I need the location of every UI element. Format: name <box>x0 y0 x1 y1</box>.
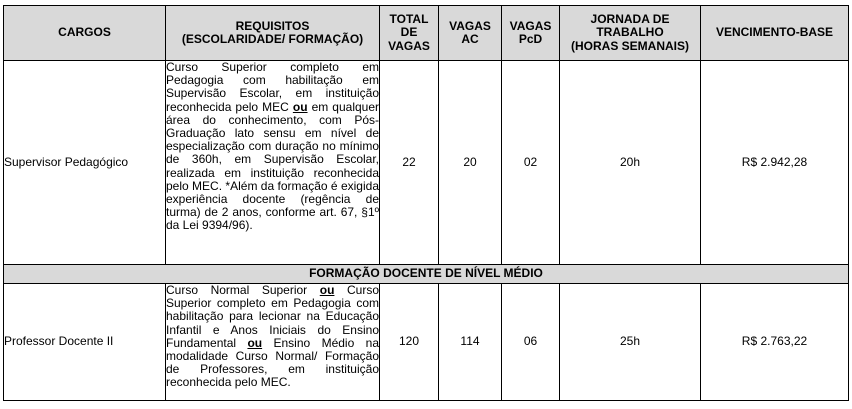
jornada-cell: 25h <box>560 284 701 401</box>
total-vagas-cell: 120 <box>380 284 439 401</box>
cargo-cell: Professor Docente II <box>4 284 166 401</box>
vencimento-cell: R$ 2.942,28 <box>701 61 849 265</box>
requisitos-cell: Curso Normal Superior ou Curso Superior completo em Pedagogia com habilitação para lecionar na Educação Infantil e Anos Iniciais do Ensino Fundamental ou Ensino Médio na modalidade Curso Normal/ Formação de Professores, em instituição reconhecida pelo MEC. <box>166 284 380 401</box>
header-jornada: JORNADA DE TRABALHO (HORAS SEMANAIS) <box>560 6 701 61</box>
jornada-cell: 20h <box>560 61 701 265</box>
vagas-pcd-cell: 02 <box>502 61 560 265</box>
requisitos-cell: Curso Superior completo em Pedagogia com habilitação em Supervisão Escolar, em instituição reconhecida pelo MEC ou em qualquer área do conhecimento, com Pós-Graduação lato sensu em nível de especialização com duração no mínimo de 360h, em Supervisão Escolar, realizada em instituição reconhecida pelo MEC. *Além da formação é exigida experiência docente (regência de turma) de 2 anos, conforme art. 67, §1º da Lei 9394/96). <box>166 61 380 265</box>
header-row <box>4 6 849 61</box>
header-requisitos: REQUISITOS (ESCOLARIDADE/ FORMAÇÃO) <box>166 6 380 61</box>
table-row <box>4 61 849 265</box>
header-vencimento: VENCIMENTO-BASE <box>701 6 849 61</box>
header-vagas-pcd: VAGAS PcD <box>502 6 560 61</box>
vacancies-table <box>3 5 849 401</box>
section-row <box>4 265 849 284</box>
total-vagas-cell: 22 <box>380 61 439 265</box>
vencimento-cell: R$ 2.763,22 <box>701 284 849 401</box>
vagas-pcd-cell: 06 <box>502 284 560 401</box>
header-vagas-ac: VAGAS AC <box>439 6 502 61</box>
header-total-vagas: TOTAL DE VAGAS <box>380 6 439 61</box>
vagas-ac-cell: 114 <box>439 284 502 401</box>
header-cargos: CARGOS <box>4 6 166 61</box>
vagas-ac-cell: 20 <box>439 61 502 265</box>
table-row <box>4 284 849 401</box>
cargo-cell: Supervisor Pedagógico <box>4 61 166 265</box>
section-title: FORMAÇÃO DOCENTE DE NÍVEL MÉDIO <box>4 265 849 284</box>
